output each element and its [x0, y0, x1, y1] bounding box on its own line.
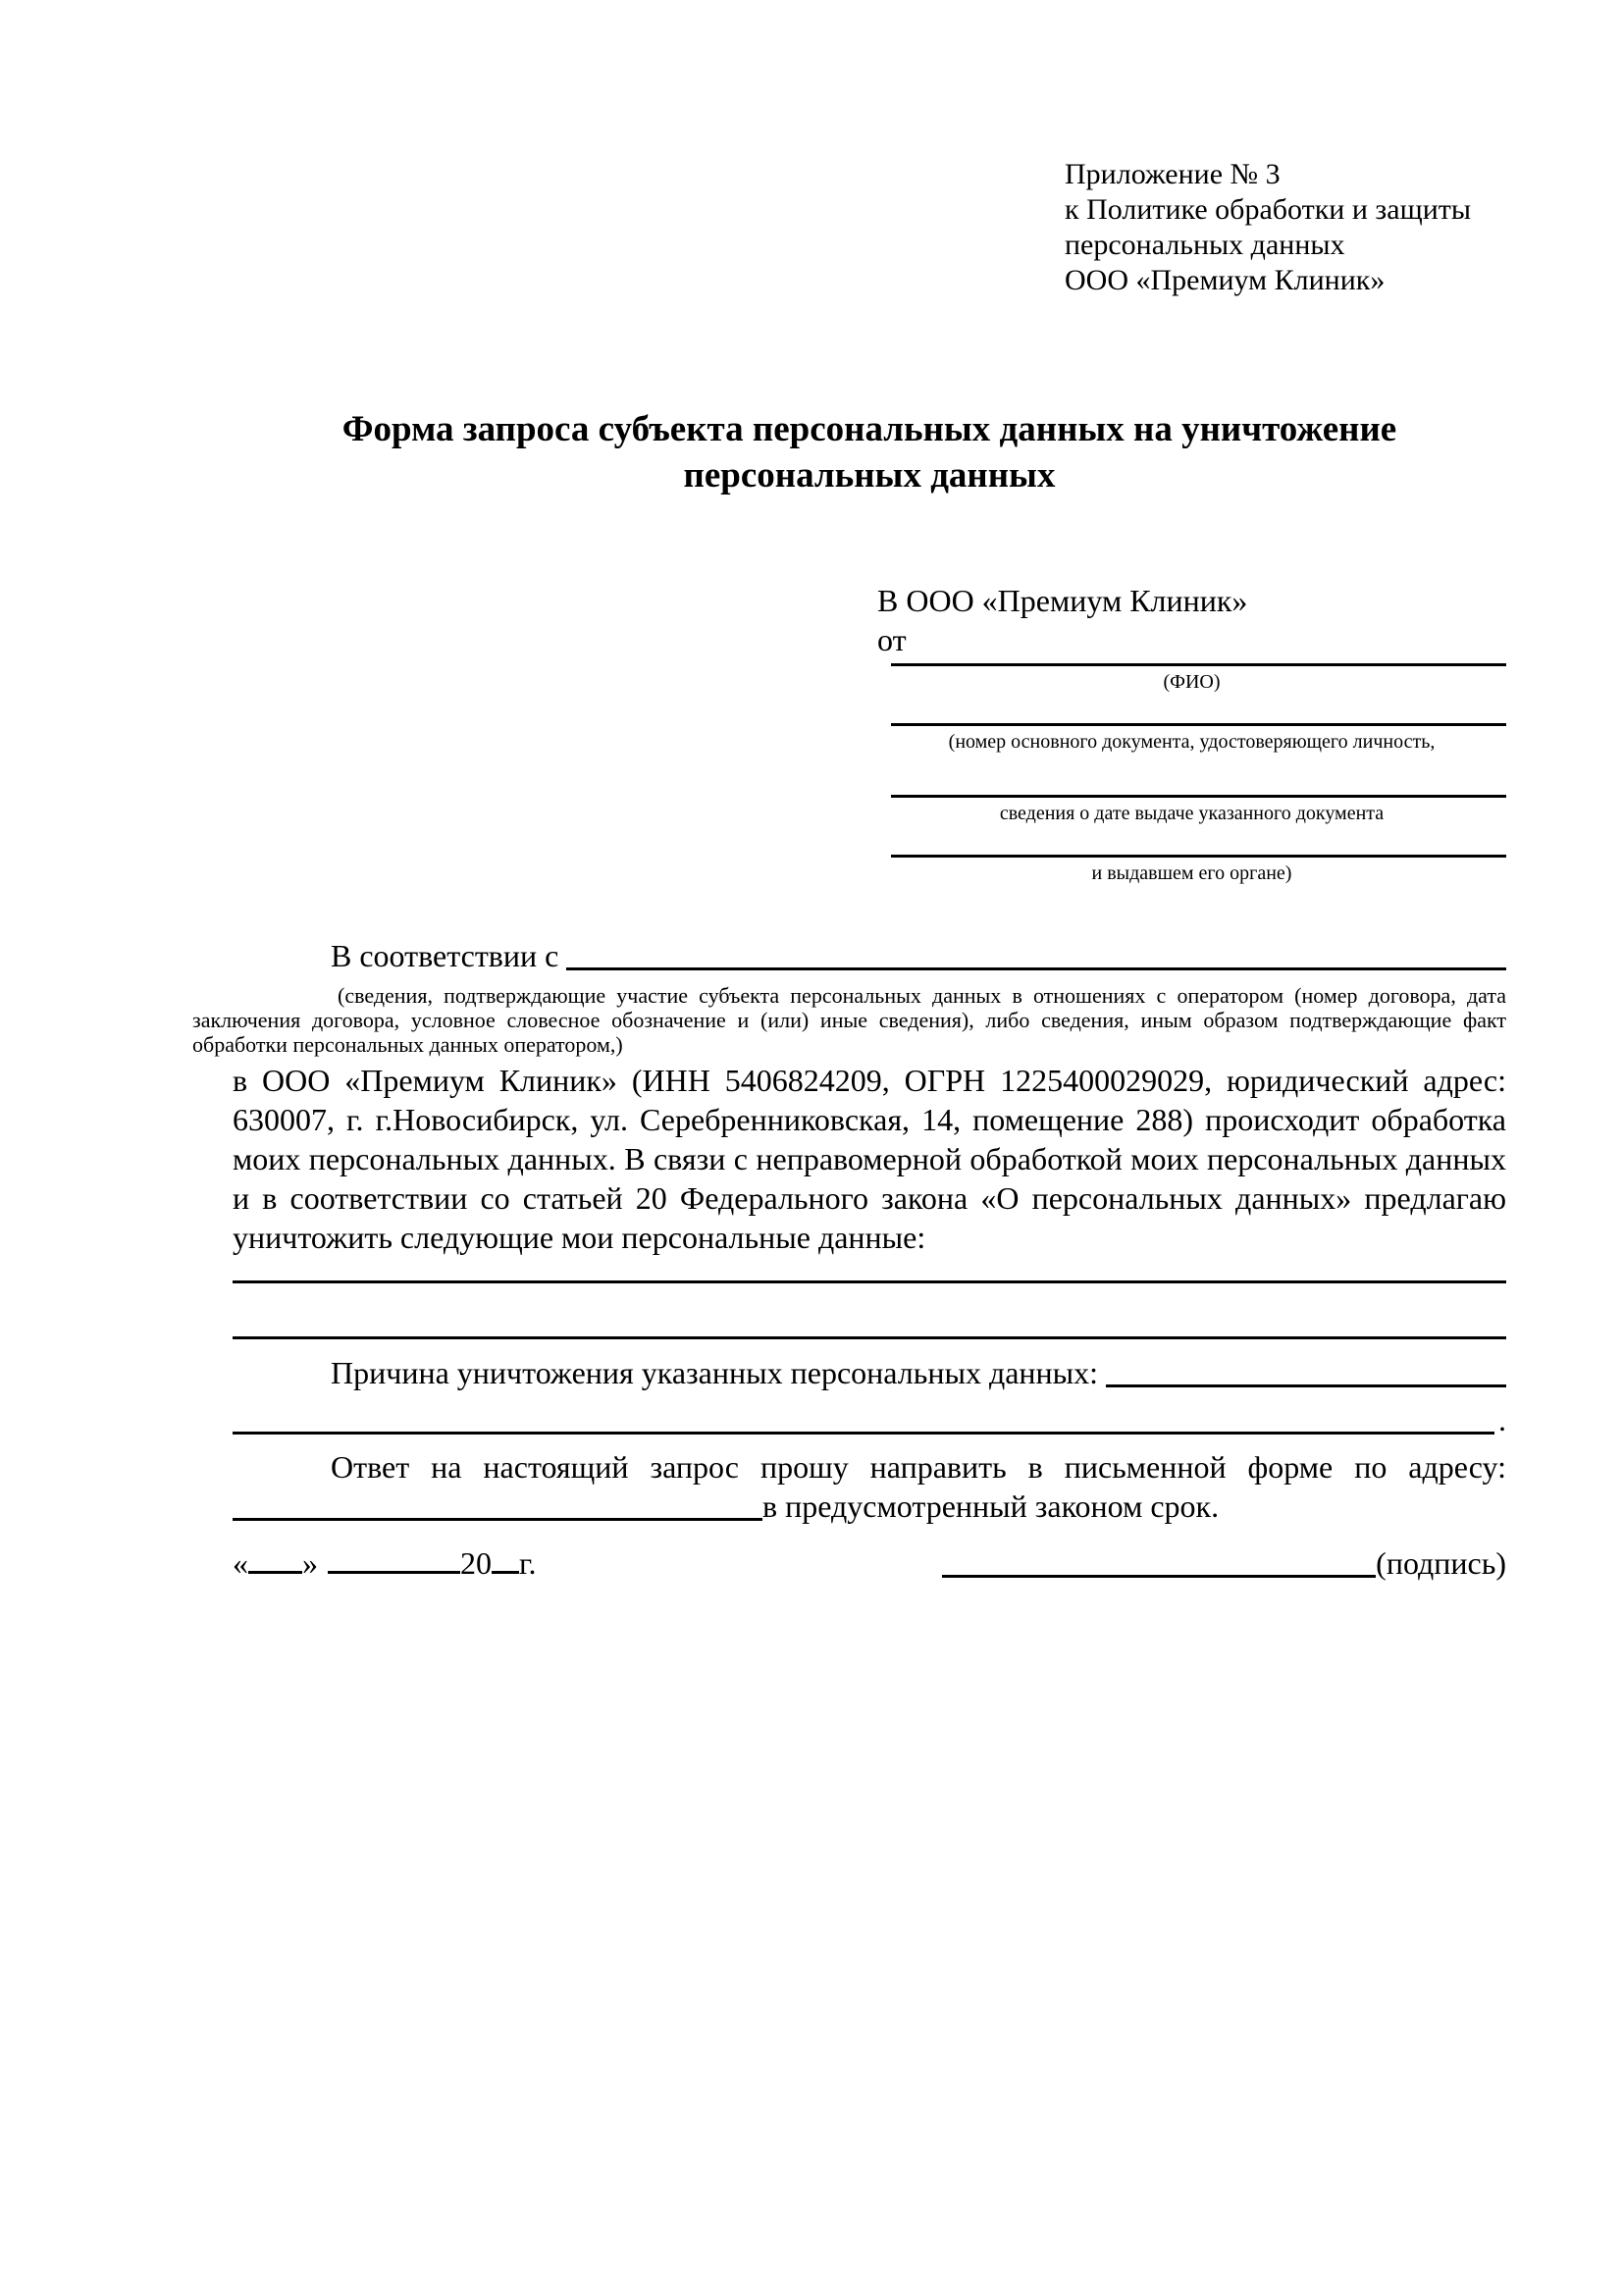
date-close-quote: » — [302, 1545, 318, 1581]
main-paragraph: в ООО «Премиум Клиник» (ИНН 5406824209, ОГРН 1225400029029, юридический адрес: 630007, г. г.Новосибирск, ул. Серебренниковская, 14, помещение 288) происходит обработка моих персональных данных. В связи с неправомерной обработкой моих персональных данных и в соответствии со статьей 20 Федерального закона «О персональных данных» предлагаю уничтожить следующие мои персональные данные: — [233, 1063, 1506, 1255]
signature-blank-field — [942, 1575, 1376, 1578]
document-issuer-caption: и выдавшем его органе) — [1091, 862, 1292, 884]
document-number-blank-field — [891, 723, 1506, 726]
reason-blank-line-2 — [233, 1400, 1506, 1439]
address-blank-field — [233, 1518, 762, 1521]
appendix-header-line-4: ООО «Премиум Клиник» — [1065, 264, 1386, 296]
reason-label: Причина уничтожения указанных персональных данных: — [331, 1355, 1099, 1390]
accordance-blank-field — [566, 967, 1506, 970]
accordance-line — [233, 936, 1506, 975]
document-issuer-blank-field — [891, 855, 1506, 858]
date-open-quote: « — [233, 1545, 248, 1581]
answer-tail: в предусмотренный законом срок. — [762, 1488, 1220, 1524]
reason-blank-field — [1106, 1384, 1506, 1387]
fio-blank-field — [891, 663, 1506, 666]
accordance-note: (сведения, подтверждающие участие субъекта персональных данных в отношениях с оператором (номер договора, дата заключения договора, условное словесное обозначение и (или) иные сведения), либо сведения, иным образом подтверждающие факт обработки персональных данных оператором,) — [192, 983, 1506, 1057]
fio-caption: (ФИО) — [1163, 671, 1221, 693]
accordance-lead-label: В соответствии с — [331, 938, 559, 973]
personal-data-blank-line-1 — [233, 1280, 1506, 1283]
appendix-header — [1065, 157, 1506, 298]
date-field — [233, 1543, 537, 1583]
reason-blank-field-2 — [233, 1432, 1494, 1435]
reason-period: . — [1498, 1402, 1506, 1437]
day-blank-field — [248, 1571, 302, 1574]
addressee-to: В ООО «Премиум Клиник» — [877, 583, 1248, 618]
document-issue-date-blank-field — [891, 795, 1506, 798]
reason-line — [233, 1353, 1506, 1392]
appendix-header-line-2: к Политике обработки и защиты — [1065, 193, 1472, 226]
date-signature-row — [233, 1543, 1506, 1583]
appendix-header-line-3: персональных данных — [1065, 229, 1345, 261]
appendix-header-line-1: Приложение № 3 — [1065, 158, 1281, 190]
document-title: Форма запроса субъекта персональных данных на уничтожение персональных данных — [341, 409, 1397, 496]
signature-field — [942, 1543, 1506, 1583]
month-blank-field — [328, 1571, 460, 1574]
document-issue-date-caption: сведения о дате выдаче указанного документа — [999, 803, 1385, 824]
year-suffix: г. — [519, 1545, 537, 1581]
addressee-block — [877, 581, 1506, 885]
document-number-caption: (номер основного документа, удостоверяющего личность, — [948, 731, 1436, 753]
addressee-from-label: от — [877, 622, 907, 657]
signature-caption: (подпись) — [1376, 1545, 1506, 1581]
year-blank-field — [492, 1571, 519, 1574]
year-prefix: 20 — [460, 1545, 492, 1581]
address-line — [233, 1487, 1506, 1526]
personal-data-blank-line-2 — [233, 1336, 1506, 1339]
answer-paragraph: Ответ на настоящий запрос прошу направить в письменной форме по адресу: — [331, 1449, 1506, 1485]
